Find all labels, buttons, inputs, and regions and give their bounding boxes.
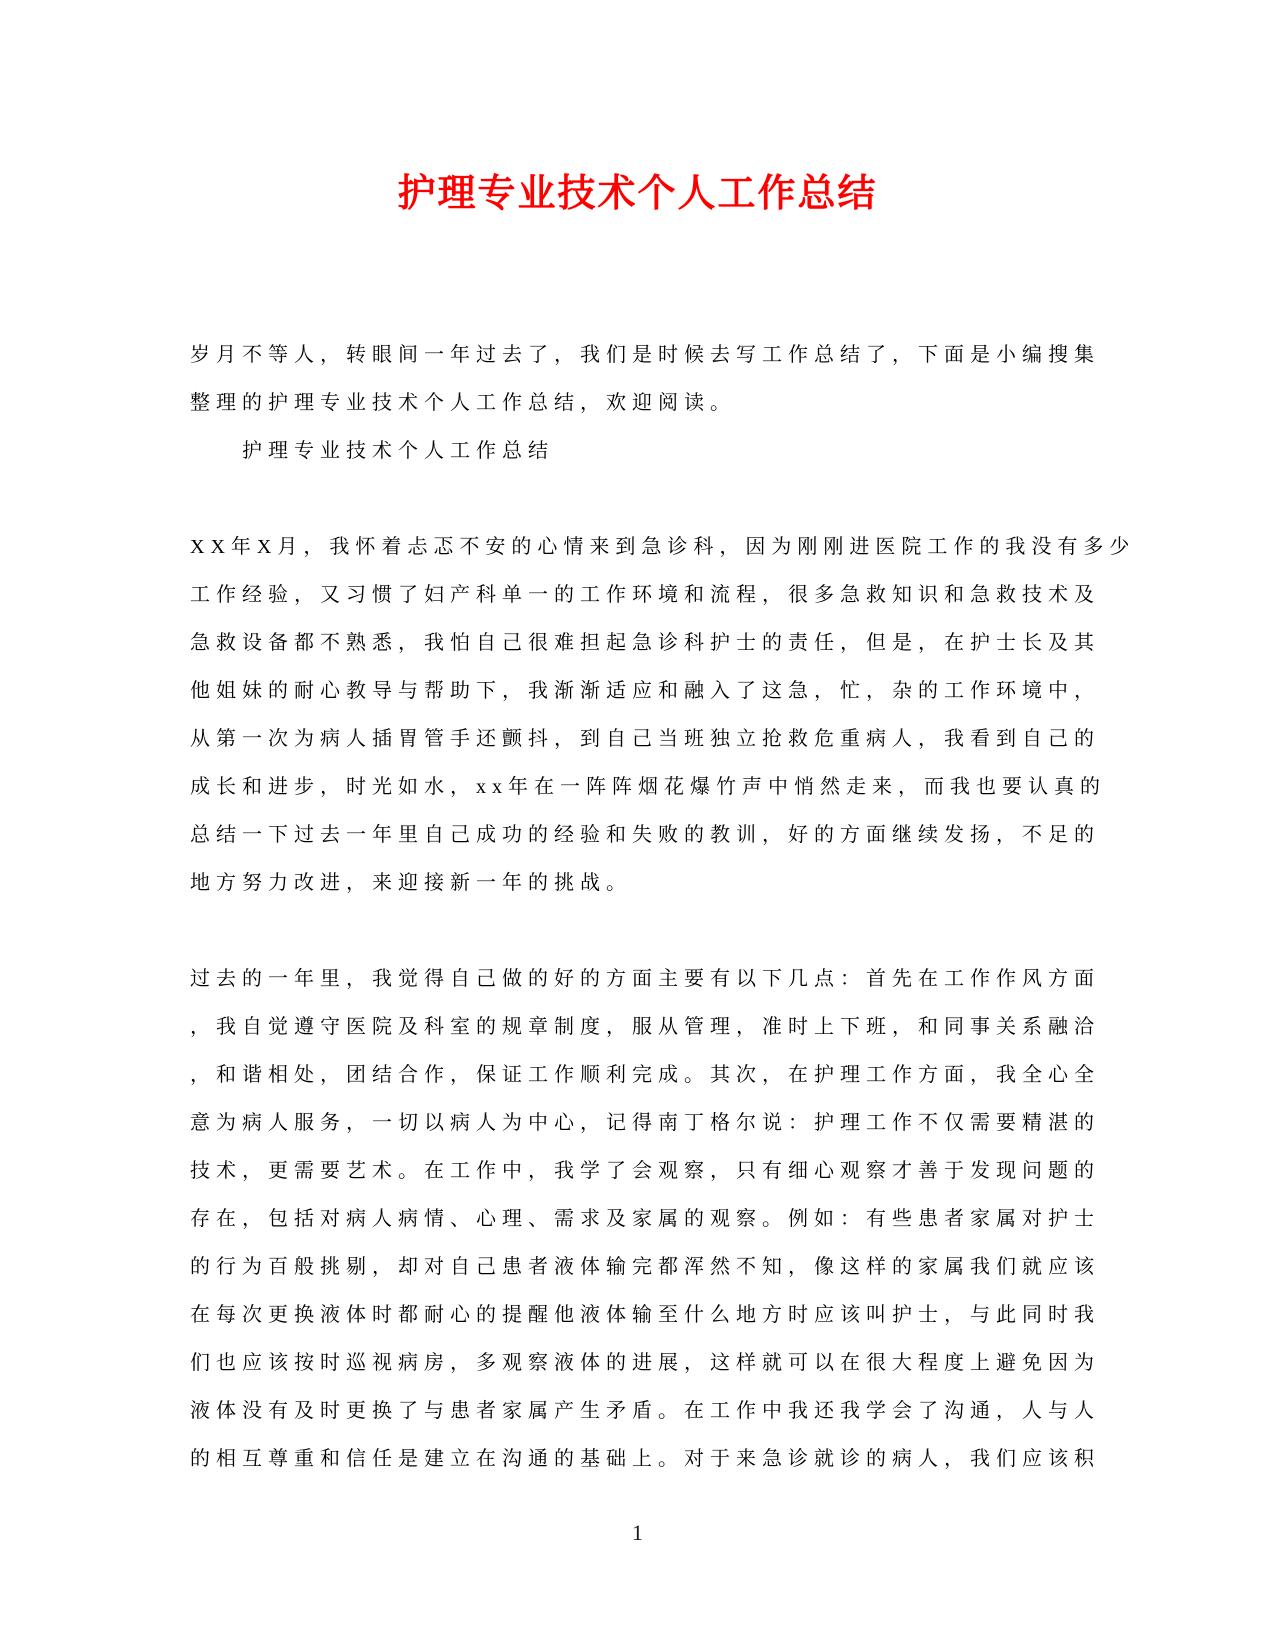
- paragraph: [190, 955, 1125, 1483]
- document-title: 护理专业技术个人工作总结: [397, 171, 878, 215]
- text-line: 存在，包括对病人病情、心理、需求及家属的观察。例如：有些患者家属对护士: [190, 1208, 1100, 1230]
- text-line: 岁月不等人，转眼间一年过去了，我们是时候去写工作总结了，下面是小编搜集: [190, 344, 1100, 366]
- page-number: 1: [632, 1520, 643, 1545]
- paragraph: [190, 523, 1136, 907]
- text-line: 总结一下过去一年里自己成功的经验和失败的教训，好的方面继续发扬，不足的: [190, 824, 1100, 846]
- document-body: [190, 331, 1136, 1483]
- text-line: XX年X月，我怀着忐忑不安的心情来到急诊科，因为刚刚进医院工作的我没有多少: [190, 536, 1136, 558]
- text-line: ，我自觉遵守医院及科室的规章制度，服从管理，准时上下班，和同事关系融洽: [190, 1016, 1100, 1038]
- text-line: 技术，更需要艺术。在工作中，我学了会观察，只有细心观察才善于发现问题的: [190, 1160, 1100, 1182]
- text-line: 护理专业技术个人工作总结: [242, 440, 554, 462]
- text-line: 地方努力改进，来迎接新一年的挑战。: [190, 872, 632, 894]
- text-line: 工作经验，又习惯了妇产科单一的工作环境和流程，很多急救知识和急救技术及: [190, 584, 1100, 606]
- text-line: 整理的护理专业技术个人工作总结，欢迎阅读。: [190, 392, 736, 414]
- text-line: 的行为百般挑剔，却对自己患者液体输完都浑然不知，像这样的家属我们就应该: [190, 1256, 1100, 1278]
- paragraph: [190, 331, 1125, 427]
- text-line: 过去的一年里，我觉得自己做的好的方面主要有以下几点：首先在工作作风方面: [190, 968, 1100, 990]
- text-line: 们也应该按时巡视病房，多观察液体的进展，这样就可以在很大程度上避免因为: [190, 1352, 1100, 1374]
- text-line: 他姐妹的耐心教导与帮助下，我渐渐适应和融入了这急，忙，杂的工作环境中，: [190, 680, 1100, 702]
- paragraph: [190, 427, 1125, 475]
- text-line: 从第一次为病人插胃管手还颤抖，到自己当班独立抢救危重病人，我看到自己的: [190, 728, 1100, 750]
- text-line: ，和谐相处，团结合作，保证工作顺利完成。其次，在护理工作方面，我全心全: [190, 1064, 1100, 1086]
- text-line: 急救设备都不熟悉，我怕自己很难担起急诊科护士的责任，但是，在护士长及其: [190, 632, 1100, 654]
- text-line: 液体没有及时更换了与患者家属产生矛盾。在工作中我还我学会了沟通，人与人: [190, 1400, 1100, 1422]
- text-line: 的相互尊重和信任是建立在沟通的基础上。对于来急诊就诊的病人，我们应该积: [190, 1448, 1100, 1470]
- text-line: 成长和进步，时光如水，xx年在一阵阵烟花爆竹声中悄然走来，而我也要认真的: [190, 776, 1106, 798]
- text-line: 在每次更换液体时都耐心的提醒他液体输至什么地方时应该叫护士，与此同时我: [190, 1304, 1100, 1326]
- text-line: 意为病人服务，一切以病人为中心，记得南丁格尔说：护理工作不仅需要精湛的: [190, 1112, 1100, 1134]
